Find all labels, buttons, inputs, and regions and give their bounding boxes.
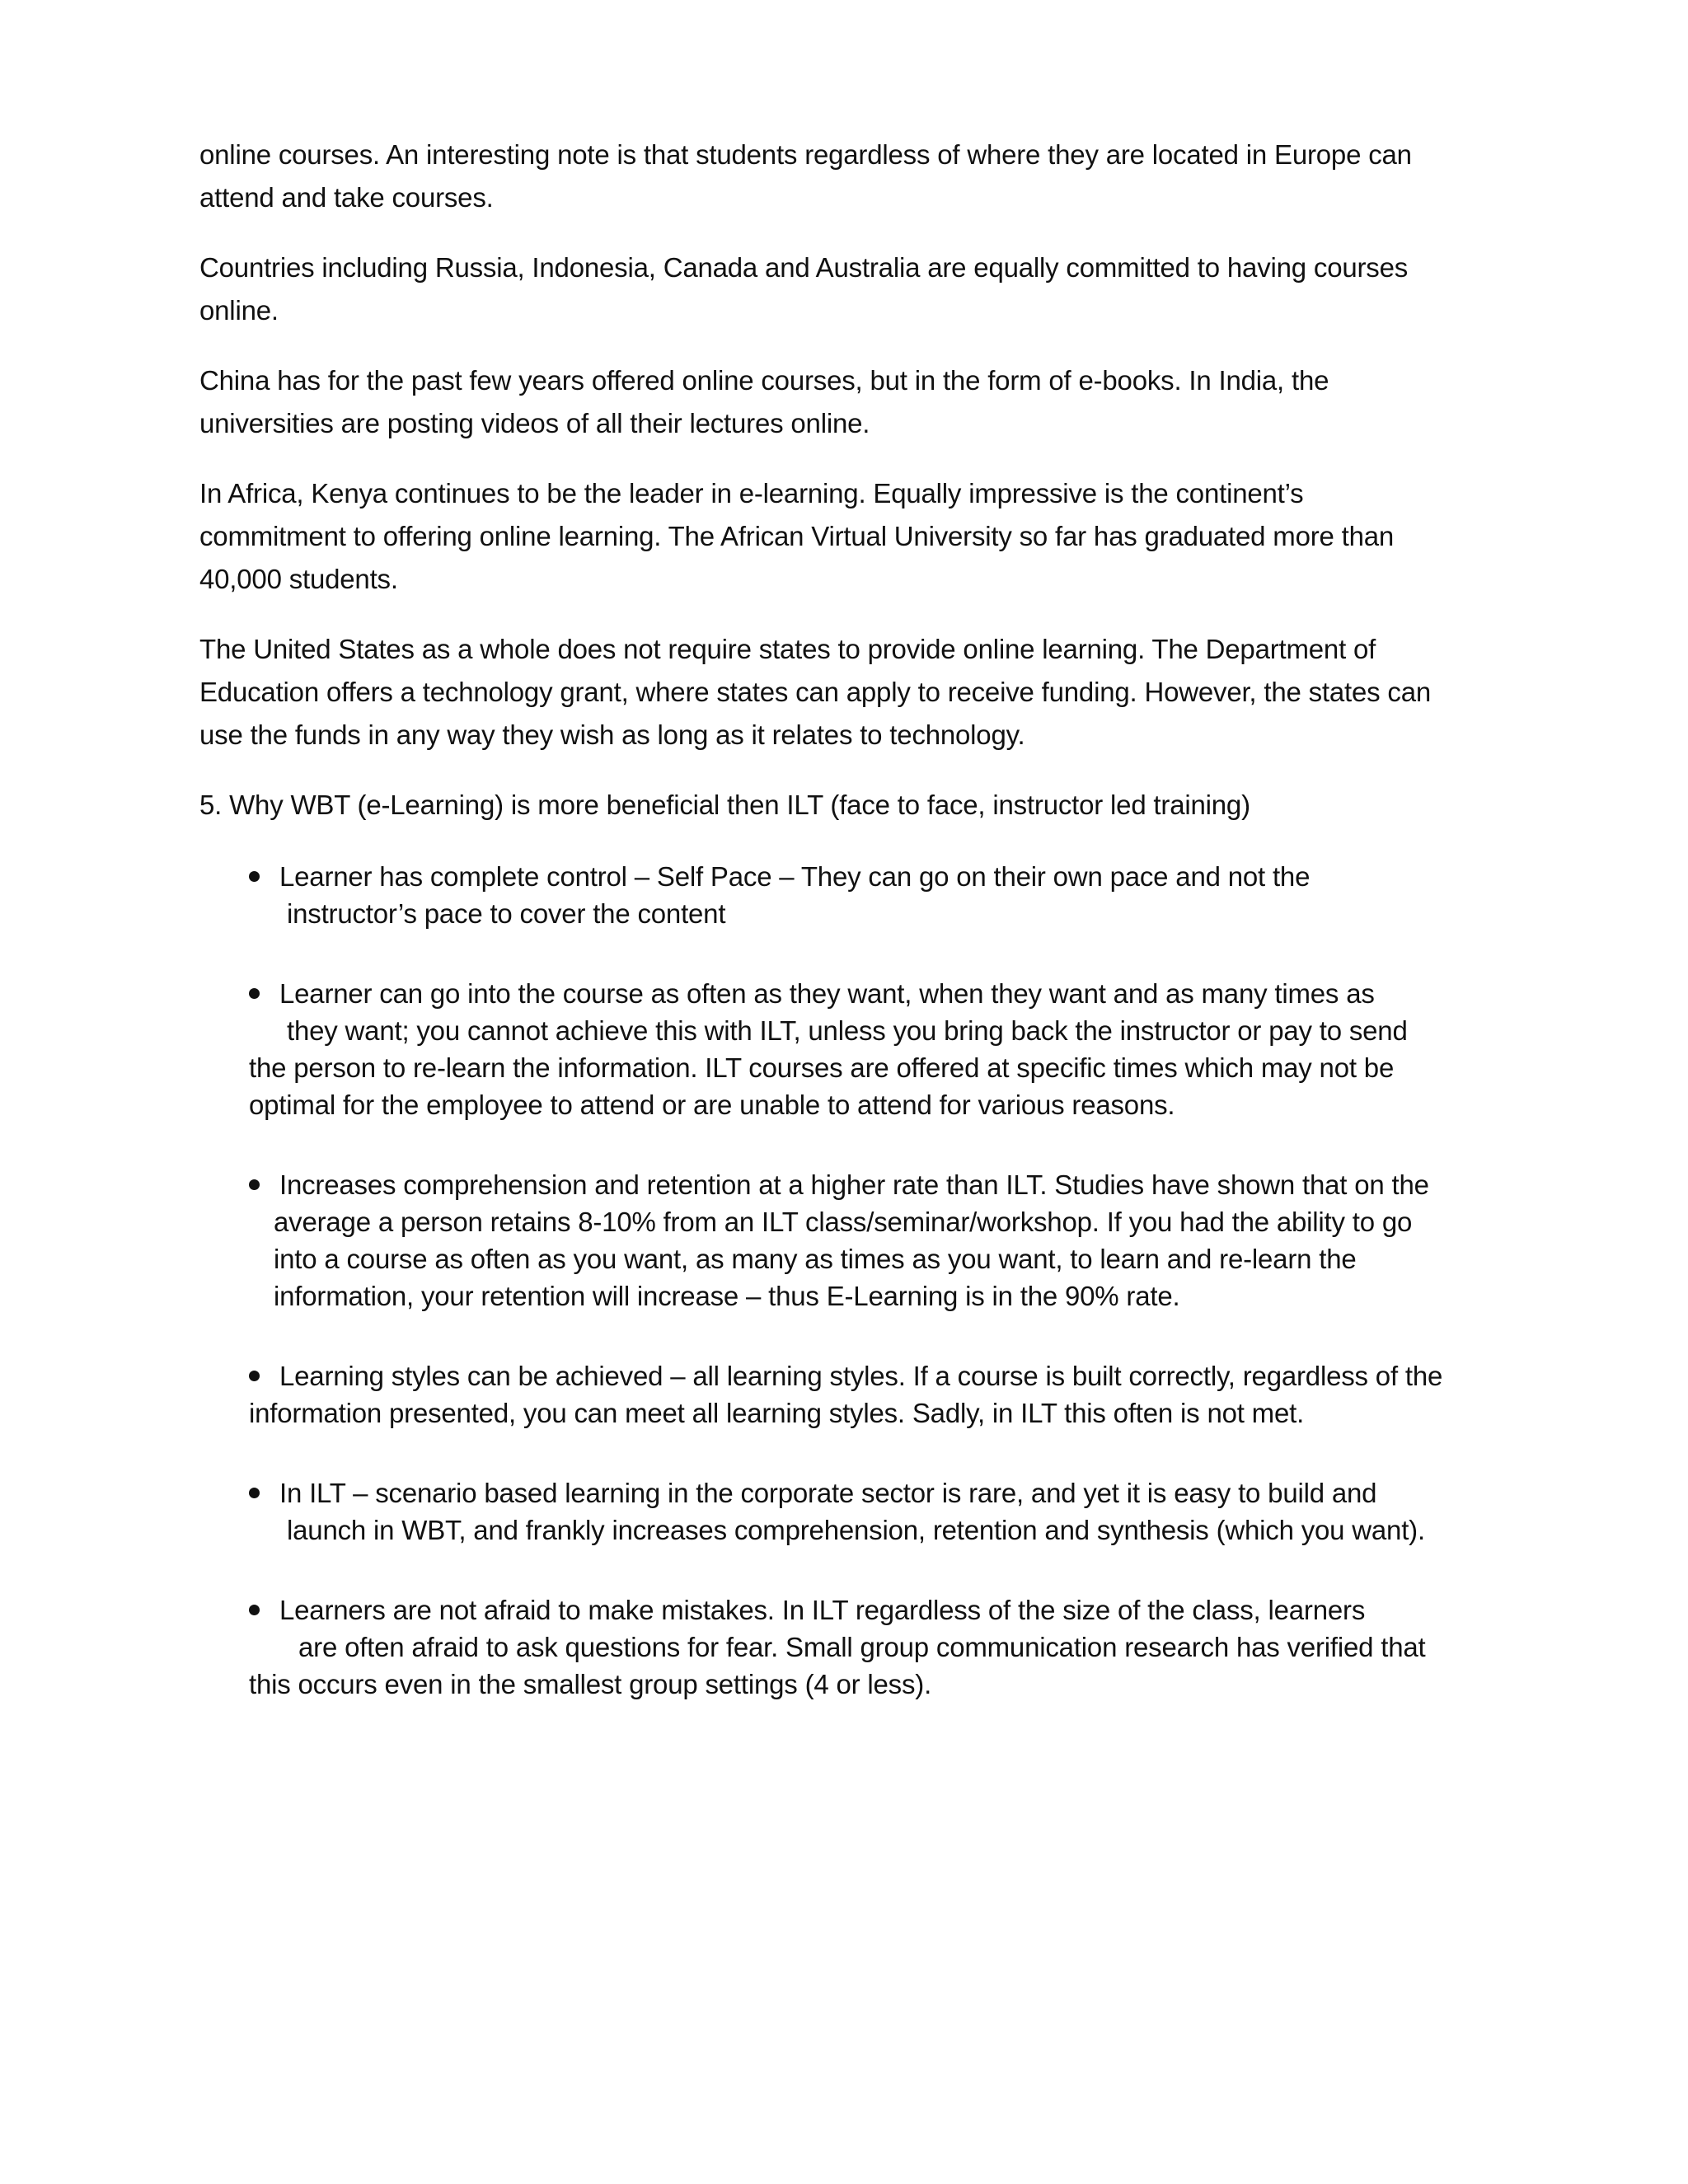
paragraph-united-states: [199, 628, 1502, 757]
text-line: Increases comprehension and retention at a higher rate than ILT. Studies have shown that on the: [279, 1169, 1429, 1200]
text-line: Learners are not afraid to make mistakes. In ILT regardless of the size of the class, learners: [279, 1595, 1366, 1625]
text-line: use the funds in any way they wish as long as it relates to technology.: [199, 719, 1025, 750]
text-line: online.: [199, 295, 279, 326]
text-line: In ILT – scenario based learning in the corporate sector is rare, and yet it is easy to build and: [279, 1478, 1377, 1508]
benefits-list: [199, 858, 1502, 1703]
text-line: commitment to offering online learning. The African Virtual University so far has graduated more than: [199, 521, 1395, 551]
list-item: [249, 858, 1502, 932]
list-item: [249, 1166, 1502, 1315]
text-line: Learning styles can be achieved – all learning styles. If a course is built correctly, regardless of the: [279, 1361, 1443, 1391]
text-line: the person to re-learn the information. ILT courses are offered at specific times which may not be: [249, 1052, 1395, 1083]
bullet-icon: [249, 1179, 260, 1190]
text-line: attend and take courses.: [199, 182, 494, 213]
bullet-icon: [249, 988, 260, 999]
text-line: Education offers a technology grant, where states can apply to receive funding. However, the states can: [199, 677, 1432, 707]
text-line: this occurs even in the smallest group settings (4 or less).: [249, 1669, 932, 1699]
text-line: Learner has complete control – Self Pace – They can go on their own pace and not the: [279, 861, 1311, 892]
bullet-icon: [249, 871, 260, 882]
paragraph-countries: [199, 246, 1502, 332]
list-item: [249, 1357, 1502, 1432]
bullet-icon: [249, 1605, 260, 1615]
list-item: [249, 1474, 1502, 1549]
text-line: average a person retains 8-10% from an ILT class/seminar/workshop. If you had the ability to go: [274, 1207, 1413, 1237]
bullet-icon: [249, 1488, 260, 1498]
text-line: into a course as often as you want, as many as times as you want, to learn and re-learn the: [274, 1244, 1357, 1274]
list-item: [249, 975, 1502, 1123]
text-line: online courses. An interesting note is that students regardless of where they are located in Europe can: [199, 139, 1412, 170]
text-line: Learner can go into the course as often as they want, when they want and as many times as: [279, 978, 1375, 1009]
paragraph-china-india: [199, 359, 1502, 445]
text-line: they want; you cannot achieve this with ILT, unless you bring back the instructor or pay to send: [287, 1015, 1408, 1046]
text-line: Countries including Russia, Indonesia, Canada and Australia are equally committed to having courses: [199, 252, 1409, 283]
list-item: [249, 1591, 1502, 1703]
text-line: information, your retention will increase – thus E-Learning is in the 90% rate.: [274, 1281, 1180, 1311]
text-line: are often afraid to ask questions for fear. Small group communication research has verified that: [298, 1632, 1426, 1662]
text-line: optimal for the employee to attend or are unable to attend for various reasons.: [249, 1090, 1175, 1120]
text-line: In Africa, Kenya continues to be the leader in e-learning. Equally impressive is the continent’s: [199, 478, 1304, 509]
text-line: instructor’s pace to cover the content: [287, 898, 726, 929]
paragraph-africa: [199, 472, 1502, 601]
text-line: launch in WBT, and frankly increases comprehension, retention and synthesis (which you want).: [287, 1515, 1425, 1545]
text-line: China has for the past few years offered online courses, but in the form of e-books. In India, the: [199, 365, 1329, 396]
text-line: The United States as a whole does not require states to provide online learning. The Department of: [199, 634, 1376, 664]
text-line: universities are posting videos of all their lectures online.: [199, 408, 870, 438]
paragraph-europe: [199, 134, 1502, 219]
bullet-icon: [249, 1371, 260, 1381]
section-heading: 5. Why WBT (e-Learning) is more beneficial then ILT (face to face, instructor led training): [199, 790, 1250, 820]
text-line: 40,000 students.: [199, 564, 398, 594]
text-line: information presented, you can meet all learning styles. Sadly, in ILT this often is not met.: [249, 1398, 1305, 1428]
document-page: [199, 134, 1502, 1746]
